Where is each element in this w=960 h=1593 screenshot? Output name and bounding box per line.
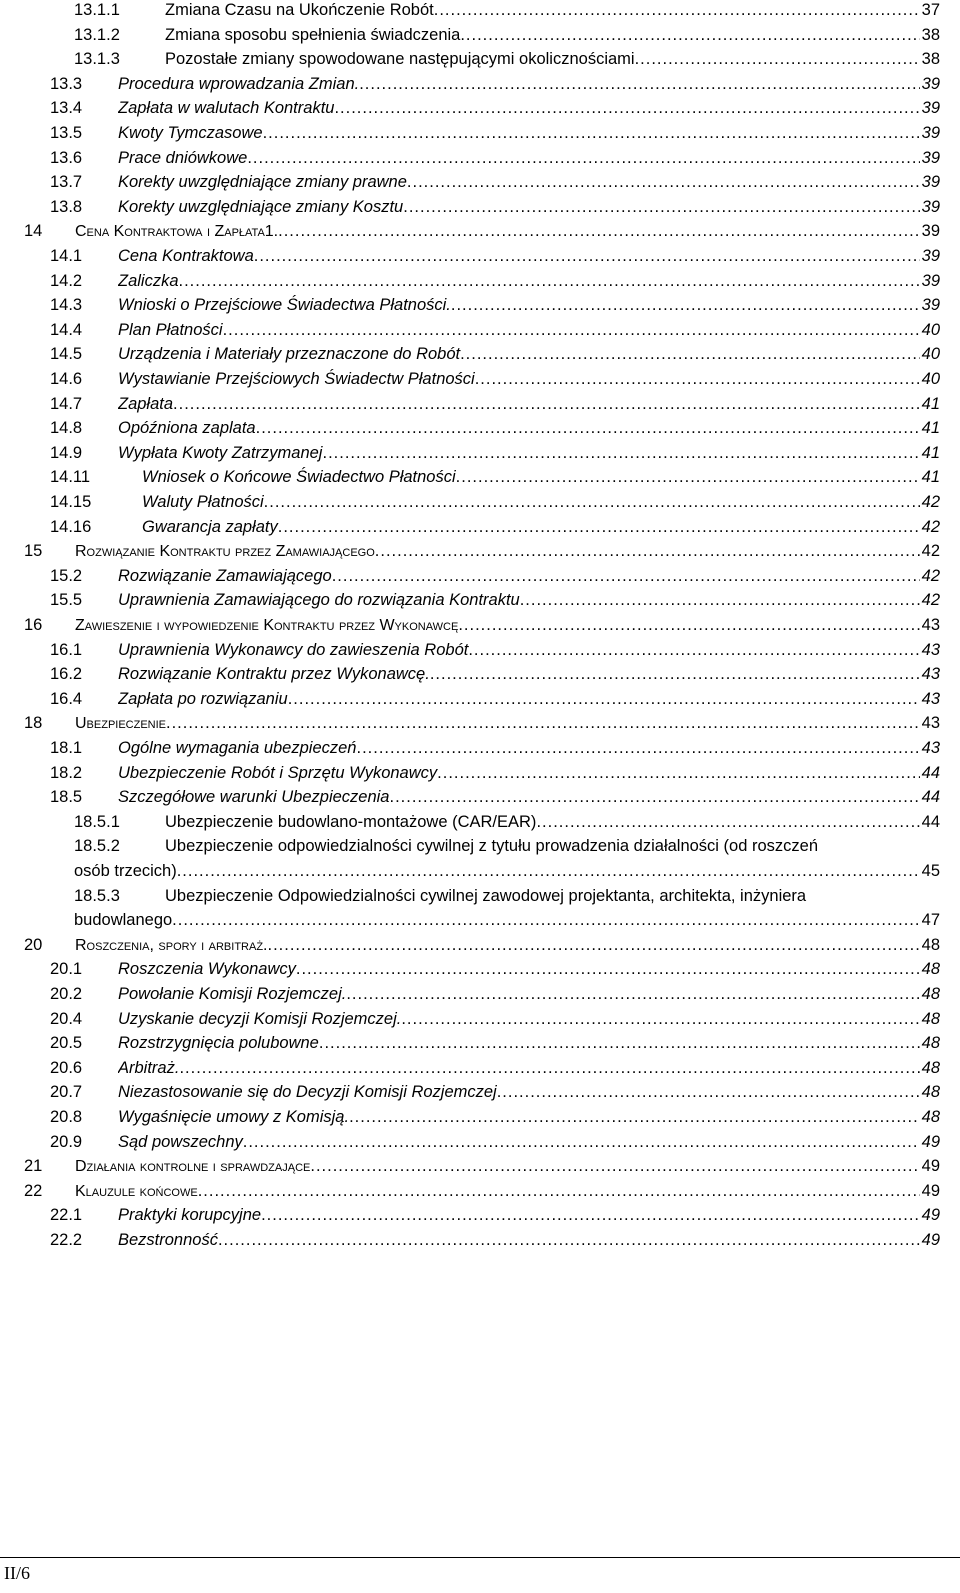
toc-entry-page: 38 (921, 50, 940, 69)
toc-entry-number: 20 (24, 935, 43, 954)
toc-entry-page: 48 (921, 1058, 940, 1077)
toc-entry-number: 16.2 (50, 665, 83, 684)
toc-entry[interactable] (0, 25, 960, 47)
toc-entry[interactable] (0, 1181, 960, 1203)
toc-entry-title: Zapłata w walutach Kontraktu (118, 99, 335, 118)
toc-entry-page: 48 (921, 935, 940, 954)
toc-entry[interactable] (0, 640, 960, 662)
toc-entry-number: 14.1 (50, 247, 83, 265)
toc-entry[interactable] (0, 295, 960, 317)
toc-entry-number: 13.6 (50, 148, 83, 167)
toc-entry-number: 13.1.3 (74, 50, 120, 69)
toc-entry-title: Zapłata (118, 394, 174, 413)
toc-entry-title: Rozstrzygnięcia polubowne (118, 1034, 319, 1053)
toc-entry-page: 39 (921, 124, 940, 142)
toc-entry-page: 48 (921, 1083, 940, 1102)
toc-entry[interactable] (0, 1107, 960, 1129)
page-footer-number: II/6 (4, 1563, 30, 1583)
toc-dot-leader (264, 492, 920, 512)
toc-dot-leader (310, 1156, 919, 1176)
toc-entry-page: 49 (921, 1231, 940, 1249)
toc-entry-title: Ogólne wymagania ubezpieczeń (118, 739, 357, 757)
toc-entry-page: 49 (921, 1181, 940, 1200)
toc-dot-leader (346, 984, 919, 1004)
toc-entry-title: Sąd powszechny (118, 1132, 243, 1151)
toc-entry-page: 37 (921, 1, 940, 19)
toc-entry-number: 15.5 (50, 591, 83, 610)
toc-entry-title: Opóźniona zaplata (118, 419, 256, 438)
toc-entry-title: Rozwiązanie Zamawiającego (118, 566, 332, 585)
toc-entry-page: 49 (921, 1132, 940, 1151)
toc-entry-title: Niezastosowanie się do Decyzji Komisji Rozjemczej (118, 1083, 497, 1102)
toc-dot-leader (278, 517, 920, 537)
toc-entry-number: 22.2 (50, 1231, 83, 1249)
toc-dot-leader (334, 98, 919, 118)
toc-dot-leader (403, 197, 919, 217)
toc-entry-number: 20.8 (50, 1108, 83, 1126)
toc-entry-page: 39 (921, 271, 940, 290)
toc-entry-number: 20.4 (50, 1009, 83, 1028)
toc-entry-number: 14.3 (50, 296, 83, 315)
toc-entry-number: 16.1 (50, 640, 83, 659)
toc-entry[interactable] (0, 566, 960, 588)
toc-entry-page: 44 (921, 788, 940, 807)
toc-entry-title: Roszczenia, spory i arbitraż. (75, 936, 268, 954)
toc-entry-title: Procedura wprowadzania Zmian. (118, 74, 360, 93)
toc-entry-title: Działania kontrolne i sprawdzające (75, 1158, 311, 1176)
toc-entry-page: 48 (921, 1009, 940, 1028)
toc-entry[interactable] (0, 959, 960, 981)
toc-entry-number: 22 (24, 1181, 43, 1200)
toc-dot-leader (268, 935, 920, 955)
toc-entry[interactable] (0, 418, 960, 440)
toc-entry-number: 18.1 (50, 739, 83, 757)
toc-entry-title: budowlanego (74, 911, 173, 930)
toc-entry-title: osób trzecich) (74, 862, 177, 880)
toc-entry-title: Ubezpieczenie odpowiedzialności cywilnej z tytułu prowadzenia działalności (od roszczeń (165, 837, 819, 856)
toc-entry-number: 18.5 (50, 788, 83, 807)
toc-entry[interactable] (0, 271, 960, 293)
toc-dot-leader (468, 640, 919, 660)
toc-entry-page: 43 (921, 665, 940, 684)
toc-entry-title: Urządzenia i Materiały przeznaczone do Robót (118, 345, 461, 364)
toc-dot-leader (434, 0, 920, 20)
toc-entry-page: 42 (921, 591, 940, 610)
toc-entry-page: 42 (921, 493, 940, 511)
toc-dot-leader (179, 271, 920, 291)
toc-entry-page: 43 (921, 714, 940, 733)
toc-entry-number: 14.15 (50, 493, 92, 511)
toc-entry-number: 14.7 (50, 394, 83, 413)
toc-entry[interactable] (0, 1058, 960, 1080)
toc-entry-title: Cena Kontraktowa i Zapłata1. (75, 223, 279, 241)
toc-entry-page: 39 (921, 173, 940, 192)
toc-entry-page: 43 (921, 689, 940, 708)
toc-entry-page: 39 (921, 296, 940, 315)
toc-entry[interactable] (0, 492, 960, 514)
toc-dot-leader (456, 467, 920, 487)
toc-entry-page: 43 (921, 739, 940, 757)
toc-entry[interactable] (0, 886, 960, 908)
toc-entry-number: 13.1.2 (74, 25, 120, 44)
toc-entry[interactable] (0, 763, 960, 785)
toc-dot-leader (247, 148, 919, 168)
toc-entry-title: Powołanie Komisji Rozjemczej. (118, 985, 347, 1003)
toc-entry-title: Wnioski o Przejściowe Świadectwa Płatności. (118, 296, 451, 315)
toc-entry-number: 13.4 (50, 99, 83, 118)
toc-dot-leader (497, 1082, 920, 1102)
toc-entry-title: Kwoty Tymczasowe (118, 124, 263, 142)
toc-entry-page: 40 (921, 345, 940, 364)
toc-dot-leader (243, 1132, 920, 1152)
toc-entry-page: 39 (921, 222, 940, 241)
toc-entry-page: 48 (921, 985, 940, 1003)
toc-entry-title: Uzyskanie decyzji Komisji Rozjemczej. (118, 1009, 402, 1028)
toc-entry-number: 13.7 (50, 173, 83, 192)
toc-entry-number: 14.6 (50, 370, 83, 388)
toc-dot-leader (357, 738, 920, 758)
toc-dot-leader (179, 1058, 919, 1078)
toc-dot-leader (223, 320, 920, 340)
toc-entry[interactable] (0, 123, 960, 145)
toc-entry-title: Zmiana Czasu na Ukończenie Robót (165, 1, 434, 19)
toc-entry-page: 44 (921, 763, 940, 782)
toc-dot-leader (401, 1009, 919, 1029)
toc-entry-number: 14.2 (50, 271, 83, 290)
toc-entry[interactable] (0, 0, 960, 22)
toc-dot-leader (389, 787, 919, 807)
toc-entry-title: Rozwiązanie Kontraktu przez Wykonawcę. (118, 665, 430, 684)
toc-entry-page: 41 (921, 443, 940, 462)
toc-entry[interactable] (0, 984, 960, 1006)
toc-entry[interactable] (0, 787, 960, 809)
toc-dot-leader (407, 172, 920, 192)
toc-entry-title: Ubezpieczenie Odpowiedzialności cywilnej zawodowej projektanta, architekta, inżyniera (165, 886, 807, 905)
toc-entry-page: 41 (921, 468, 940, 487)
toc-entry-page: 47 (921, 911, 940, 930)
toc-dot-leader (198, 1181, 920, 1201)
toc-entry-number: 20.1 (50, 960, 83, 979)
toc-entry-number: 22.1 (50, 1206, 83, 1225)
toc-entry-page: 39 (921, 99, 940, 118)
toc-entry-title: Zawieszenie i wypowiedzenie Kontraktu przez Wykonawcę (75, 617, 459, 634)
toc-entry-title: Bezstronność (118, 1231, 218, 1249)
toc-dot-leader (319, 1033, 920, 1053)
toc-dot-leader (475, 369, 920, 389)
toc-entry-number: 14.5 (50, 345, 83, 364)
toc-entry-page: 40 (921, 370, 940, 388)
toc-entry[interactable] (0, 394, 960, 416)
toc-entry[interactable] (0, 836, 960, 858)
toc-entry[interactable] (0, 1205, 960, 1227)
toc-entry-page: 39 (921, 148, 940, 167)
toc-dot-leader (172, 910, 919, 930)
toc-dot-leader (278, 221, 920, 241)
toc-dot-leader (536, 812, 919, 832)
toc-dot-leader (460, 25, 919, 45)
toc-entry-page: 39 (921, 247, 940, 265)
toc-entry-title: Pozostałe zmiany spowodowane następującymi okolicznościami (165, 50, 635, 69)
toc-entry[interactable] (0, 689, 960, 711)
toc-dot-leader (460, 344, 920, 364)
toc-entry[interactable] (0, 738, 960, 760)
toc-entry-title: Korekty uwzględniające zmiany Kosztu (118, 197, 404, 216)
toc-entry-title: Cena Kontraktowa (118, 247, 254, 265)
toc-entry-page: 43 (921, 616, 940, 634)
toc-entry-number: 18.5.1 (74, 812, 120, 831)
toc-entry-title: Wypłata Kwoty Zatrzymanej (118, 443, 323, 462)
toc-dot-leader (177, 861, 920, 881)
toc-entry[interactable] (0, 861, 960, 883)
toc-entry[interactable] (0, 98, 960, 120)
toc-entry-title: Roszczenia Wykonawcy (118, 960, 296, 979)
toc-entry-number: 20.9 (50, 1132, 83, 1151)
toc-entry-title: Uprawnienia Zamawiającego do rozwiązania Kontraktu (118, 591, 520, 610)
toc-entry-number: 20.5 (50, 1034, 83, 1053)
toc-entry-page: 42 (921, 542, 940, 561)
toc-entry-number: 18.2 (50, 763, 83, 782)
toc-entry-page: 38 (921, 25, 940, 44)
toc-entry-page: 41 (921, 394, 940, 413)
toc-entry-page: 43 (921, 640, 940, 659)
toc-entry-page: 40 (921, 320, 940, 339)
toc-entry-title: Plan Płatności (118, 320, 223, 339)
toc-dot-leader (520, 590, 920, 610)
toc-entry[interactable] (0, 910, 960, 932)
toc-entry[interactable] (0, 443, 960, 465)
toc-entry[interactable] (0, 1230, 960, 1252)
toc-entry-number: 21 (24, 1157, 43, 1176)
toc-dot-leader (254, 246, 920, 266)
toc-entry[interactable] (0, 1132, 960, 1154)
toc-dot-leader (173, 394, 920, 414)
toc-dot-leader (332, 566, 920, 586)
toc-entry-title: Waluty Płatności (142, 493, 264, 511)
toc-entry-page: 44 (921, 812, 940, 831)
toc-entry-number: 16 (24, 616, 43, 634)
toc-entry-page: 39 (921, 197, 940, 216)
toc-entry[interactable] (0, 148, 960, 170)
toc-entry[interactable] (0, 1082, 960, 1104)
toc-entry-number: 13.8 (50, 197, 83, 216)
toc-entry[interactable] (0, 369, 960, 391)
toc-entry-page: 42 (921, 566, 940, 585)
toc-entry[interactable] (0, 49, 960, 71)
toc-dot-leader (359, 74, 919, 94)
toc-entry-title: Zaliczka (118, 271, 179, 290)
toc-entry-title: Wystawianie Przejściowych Świadectw Płatności (118, 370, 475, 388)
toc-entry-number: 18.5.3 (74, 886, 120, 905)
toc-entry[interactable] (0, 74, 960, 96)
toc-entry-page: 48 (921, 1108, 940, 1126)
toc-dot-leader (349, 1107, 920, 1127)
toc-entry-page: 48 (921, 1034, 940, 1053)
toc-dot-leader (261, 1205, 920, 1225)
toc-entry-title: Arbitraż. (118, 1058, 180, 1077)
toc-entry-page: 41 (921, 419, 940, 438)
toc-entry-title: Praktyki korupcyjne (118, 1206, 262, 1225)
toc-entry-title: Rozwiązanie Kontraktu przez Zamawiającego (75, 543, 375, 561)
toc-entry-number: 13.5 (50, 124, 83, 142)
toc-entry[interactable] (0, 197, 960, 219)
toc-entry[interactable] (0, 320, 960, 342)
toc-entry-number: 14 (24, 222, 43, 241)
toc-entry-title: Zapłata po rozwiązaniu (118, 689, 288, 708)
toc-entry-number: 20.6 (50, 1058, 83, 1077)
toc-entry-number: 18 (24, 714, 43, 733)
toc-entry-title: Prace dniówkowe (118, 148, 248, 167)
toc-entry[interactable] (0, 344, 960, 366)
toc-entry-number: 14.4 (50, 320, 83, 339)
toc-dot-leader (218, 1230, 920, 1250)
toc-entry-number: 13.3 (50, 74, 83, 93)
toc-entry-page: 45 (921, 862, 940, 880)
toc-entry-title: Korekty uwzględniające zmiany prawne (118, 173, 407, 192)
toc-entry-number: 14.8 (50, 419, 83, 438)
toc-entry-number: 14.9 (50, 443, 83, 462)
toc-entry-title: Wniosek o Końcowe Świadectwo Płatności (142, 468, 456, 487)
toc-entry[interactable] (0, 172, 960, 194)
toc-entry[interactable] (0, 517, 960, 539)
toc-dot-leader (451, 295, 920, 315)
toc-dot-leader (296, 959, 920, 979)
toc-entry-number: 15 (24, 542, 43, 561)
toc-entry-page: 49 (921, 1157, 940, 1176)
toc-dot-leader (166, 713, 920, 733)
toc-entry[interactable] (0, 935, 960, 957)
toc-dot-leader (322, 443, 919, 463)
toc-entry-page: 49 (921, 1206, 940, 1225)
toc-entry[interactable] (0, 541, 960, 563)
toc-entry-title: Ubezpieczenie Robót i Sprzętu Wykonawcy (118, 763, 438, 782)
toc-entry[interactable] (0, 1033, 960, 1055)
toc-dot-leader (458, 615, 919, 635)
toc-dot-leader (256, 418, 920, 438)
toc-entry-title: Zmiana sposobu spełnienia świadczenia (165, 25, 461, 44)
toc-entry-title: Wygaśnięcie umowy z Komisją. (118, 1108, 350, 1126)
toc-entry-number: 14.11 (50, 468, 91, 487)
toc-entry[interactable] (0, 1156, 960, 1178)
toc-entry-title: Gwarancja zapłaty (142, 517, 278, 536)
toc-entry[interactable] (0, 615, 960, 637)
toc-entry[interactable] (0, 590, 960, 612)
toc-entry[interactable] (0, 664, 960, 686)
toc-entry[interactable] (0, 467, 960, 489)
toc-entry[interactable] (0, 221, 960, 243)
toc-entry-number: 15.2 (50, 566, 83, 585)
toc-dot-leader (288, 689, 920, 709)
toc-entry-number: 20.2 (50, 985, 83, 1003)
toc-dot-leader (263, 123, 920, 143)
toc-entry-page: 42 (921, 517, 940, 536)
toc-entry-number: 18.5.2 (74, 837, 120, 856)
toc-entry-number: 20.7 (50, 1083, 83, 1102)
toc-entry[interactable] (0, 812, 960, 834)
toc-entry-number: 13.1.1 (74, 1, 120, 19)
toc-dot-leader (635, 49, 920, 69)
toc-entry[interactable] (0, 246, 960, 268)
toc-entry-title: Ubezpieczenie (75, 715, 167, 733)
toc-entry-page: 39 (921, 74, 940, 93)
toc-entry-number: 14.16 (50, 517, 92, 536)
toc-dot-leader (375, 541, 920, 561)
toc-dot-leader (430, 664, 920, 684)
toc-entry-title: Szczegółowe warunki Ubezpieczenia (118, 788, 390, 807)
toc-entry-title: Ubezpieczenie budowlano-montażowe (CAR/EAR) (165, 812, 537, 831)
toc-entry[interactable] (0, 1009, 960, 1031)
footer-divider (0, 1557, 960, 1558)
toc-entry-title: Klauzule końcowe (75, 1182, 198, 1200)
toc-entry-number: 16.4 (50, 689, 83, 708)
toc-entry-page: 48 (921, 960, 940, 979)
toc-entry-title: Uprawnienia Wykonawcy do zawieszenia Robót (118, 640, 469, 659)
toc-dot-leader (437, 763, 919, 783)
toc-entry[interactable] (0, 713, 960, 735)
